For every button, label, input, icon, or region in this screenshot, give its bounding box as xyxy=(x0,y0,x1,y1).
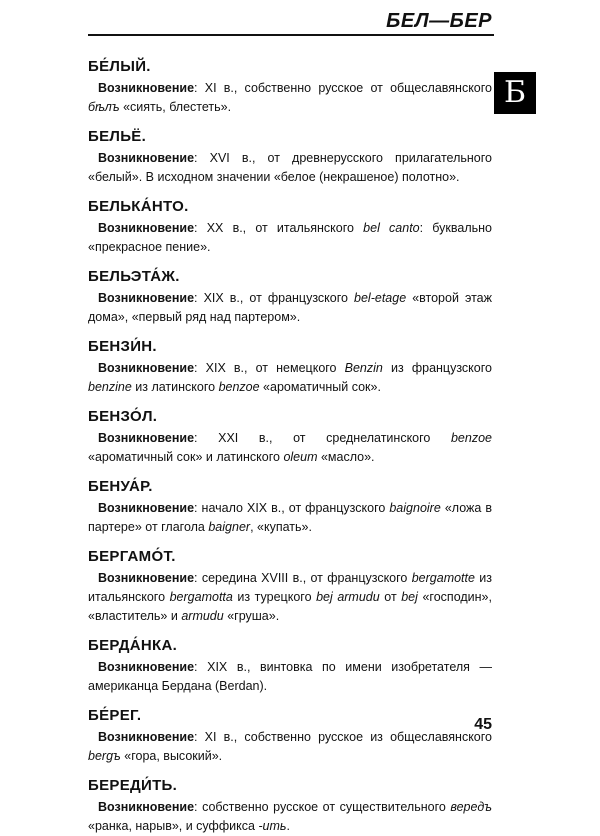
definition-text: : XVI в., от древнерусского прилагательного «белый». В исходном значении «белое (некрашеное) полотно». xyxy=(88,151,492,184)
definition-text: «ароматичный сок». xyxy=(259,380,381,394)
definition-text: : XIX в., от французского xyxy=(194,291,355,305)
definition-text: «ложа в партере» от глагола xyxy=(88,501,492,534)
entry-definition xyxy=(88,569,492,626)
definition-text: : XI в., собственно русское из общеславянского xyxy=(194,730,492,744)
letter-thumb-tab: Б xyxy=(494,72,536,114)
dictionary-entry xyxy=(88,198,492,257)
definition-text: из турецкого xyxy=(232,590,317,604)
etymon-text: benzine xyxy=(88,380,132,394)
definition-text: , «купать». xyxy=(250,520,312,534)
entry-headword: БЕРГАМО́Т. xyxy=(88,548,176,565)
definition-text: : собственно русское от существительного xyxy=(194,800,451,814)
etymon-text: Benzin xyxy=(344,361,383,375)
definition-text: : середина XVIII в., от французского xyxy=(194,571,412,585)
definition-text: «сиять, блестеть». xyxy=(119,100,232,114)
dictionary-entry xyxy=(88,58,492,117)
entry-headword: БЕЛЬЭТА́Ж. xyxy=(88,268,180,285)
definition-text: из французского xyxy=(382,361,492,375)
dictionary-entry xyxy=(88,408,492,467)
entry-headword: БЕРДА́НКА. xyxy=(88,637,178,654)
dictionary-entry xyxy=(88,777,492,836)
etymon-text: бѣлъ xyxy=(88,100,120,114)
definition-text: из латинского xyxy=(131,380,219,394)
entry-definition xyxy=(88,798,492,836)
entry-definition xyxy=(88,499,492,537)
etymon-text: armudu xyxy=(181,609,224,623)
origin-label: Возникновение xyxy=(98,431,195,445)
definition-text: : XXI в., от среднелатинского xyxy=(194,431,451,445)
etymon-text: bej armudu xyxy=(316,590,380,604)
definition-text: . xyxy=(286,819,290,833)
etymon-text: benzoe xyxy=(218,380,260,394)
origin-label: Возникновение xyxy=(98,660,195,674)
origin-label: Возникновение xyxy=(98,361,195,375)
entry-headword: БЕНЗО́Л. xyxy=(88,408,158,425)
etymon-text: baigner xyxy=(208,520,251,534)
dictionary-entry xyxy=(88,707,492,766)
origin-label: Возникновение xyxy=(98,291,195,305)
entry-definition xyxy=(88,219,492,257)
etymon-text: -ить xyxy=(258,819,287,833)
origin-label: Возникновение xyxy=(98,221,195,235)
entry-definition xyxy=(88,359,492,397)
running-head: БЕЛ—БЕР xyxy=(386,10,492,32)
etymon-text: benzoe xyxy=(450,431,492,445)
definition-text: : буквально «прекрасное пение». xyxy=(88,221,493,254)
origin-label: Возникновение xyxy=(98,571,195,585)
entry-definition xyxy=(88,289,492,327)
definition-text: «груша». xyxy=(223,609,280,623)
definition-text: «второй этаж дома», «первый ряд над партером». xyxy=(88,291,492,324)
etymon-text: bergъ xyxy=(88,749,121,763)
entry-definition xyxy=(88,79,492,117)
entry-definition xyxy=(88,728,492,766)
etymon-text: bergamotta xyxy=(169,590,233,604)
origin-label: Возникновение xyxy=(98,151,195,165)
origin-label: Возникновение xyxy=(98,501,195,515)
definition-text: : начало XIX в., от французского xyxy=(194,501,390,515)
entry-definition xyxy=(88,658,492,696)
origin-label: Возникновение xyxy=(98,81,195,95)
dictionary-entry xyxy=(88,268,492,327)
entry-definition xyxy=(88,149,492,187)
entry-headword: БЕРЕДИ́ТЬ. xyxy=(88,777,178,794)
dictionary-entry xyxy=(88,128,492,187)
definition-text: «гора, высокий». xyxy=(120,749,223,763)
etymon-text: вередъ xyxy=(450,800,492,814)
header-rule xyxy=(88,34,494,36)
entry-headword: БЕЛЬЁ. xyxy=(88,128,147,145)
entry-headword: БЕНУА́Р. xyxy=(88,478,153,495)
entry-list xyxy=(88,42,492,836)
origin-label: Возникновение xyxy=(98,800,195,814)
definition-text: : XIX в., от немецкого xyxy=(194,361,345,375)
definition-text: от xyxy=(379,590,402,604)
entry-headword: БЕЛЬКА́НТО. xyxy=(88,198,189,215)
dictionary-entry xyxy=(88,338,492,397)
origin-label: Возникновение xyxy=(98,730,195,744)
dictionary-entry xyxy=(88,637,492,696)
etymon-text: oleum xyxy=(283,450,318,464)
definition-text: : XIX в., винтовка по имени изобретателя — американца Бердана (Berdan). xyxy=(88,660,492,693)
definition-text: : XI в., собственно русское от общеславянского xyxy=(194,81,492,95)
dictionary-entry xyxy=(88,478,492,537)
definition-text: «ранка, нарыв», и суффикса xyxy=(88,819,259,833)
definition-text: «масло». xyxy=(317,450,375,464)
dictionary-entry xyxy=(88,548,492,626)
entry-headword: БЕ́РЕГ. xyxy=(88,707,142,724)
etymon-text: bergamotte xyxy=(411,571,475,585)
definition-text: : XX в., от итальянского xyxy=(194,221,364,235)
etymon-text: bej xyxy=(401,590,418,604)
page-number: 45 xyxy=(474,716,492,733)
entry-definition xyxy=(88,429,492,467)
entry-headword: БЕНЗИ́Н. xyxy=(88,338,157,355)
etymon-text: bel canto xyxy=(363,221,420,235)
etymon-text: baignoire xyxy=(389,501,441,515)
definition-text: из итальянского xyxy=(88,571,493,604)
definition-text: «господин», «властитель» и xyxy=(88,590,492,623)
entry-headword: БЕ́ЛЫЙ. xyxy=(88,58,151,75)
etymon-text: bel-etage xyxy=(354,291,407,305)
definition-text: «ароматичный сок» и латинского xyxy=(88,450,284,464)
